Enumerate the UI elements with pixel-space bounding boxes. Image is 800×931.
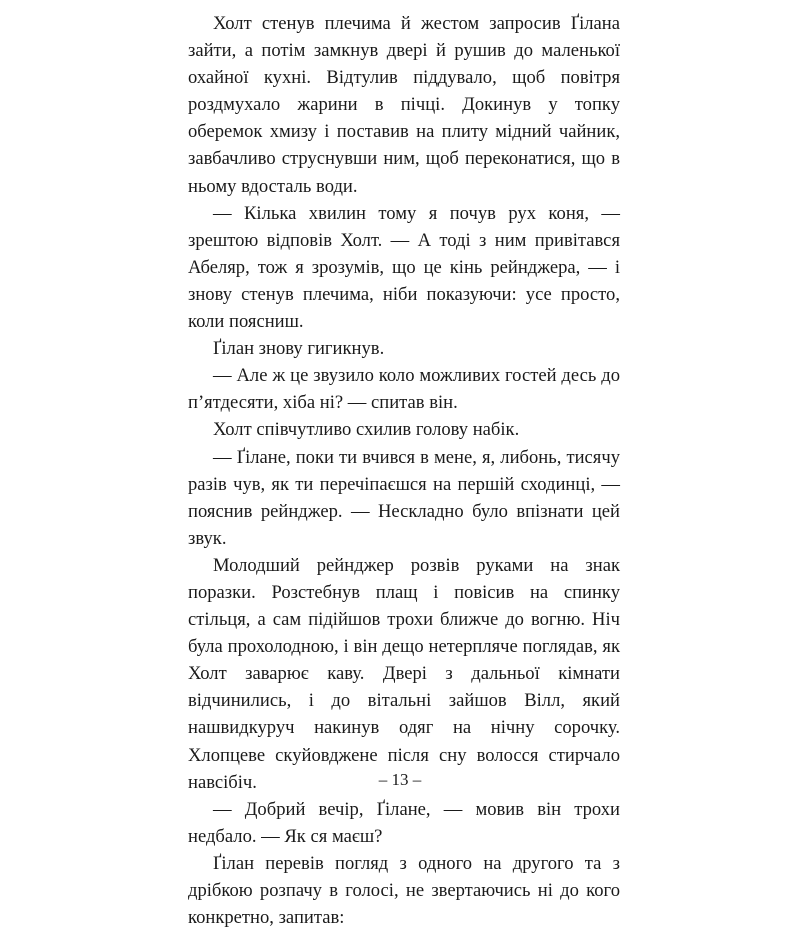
page-number: – 13 – xyxy=(378,770,422,789)
paragraph: — Але ж це звузило коло можливих гостей десь до п’ятдесяти, хіба ні? — спитав він. xyxy=(188,365,620,414)
paragraph: Ґілан перевів погляд з одного на другого та з дрібкою розпачу в голосі, не звертаючись ні до кого конкретно, запитав: xyxy=(188,852,620,929)
paragraph: — Ґілане, поки ти вчився в мене, я, либонь, тисячу разів чув, як ти перечіпаєшся на першій сходинці, — пояснив рейнджер. — Нескладно було впізнати цей звук. xyxy=(188,446,620,549)
book-page-text xyxy=(188,10,620,931)
paragraph: Молодший рейнджер розвів руками на знак поразки. Розстебнув плащ і повісив на спинку стільця, а сам підійшов трохи ближче до вогню. Ніч була прохолодною, і він дещо нетерпляче поглядав, як Холт заварює каву. Двері з дальньої кімнати відчинились, і до вітальні зайшов Вілл, який нашвидкуруч накинув одяг на нічну сорочку. Хлопцеве скуйовджене після сну волосся стирчало навсібіч. xyxy=(188,554,620,793)
paragraph: — Кілька хвилин тому я почув рух коня, — зрештою відповів Холт. — А тоді з ним привітався Абеляр, тож я зрозумів, що це кінь рейнджера, — і знову стенув плечима, ніби показуючи: усе просто, коли поясниш. xyxy=(188,202,620,333)
paragraph: Холт співчутливо схилив голову набік. xyxy=(213,419,520,441)
paragraph: — Добрий вечір, Ґілане, — мовив він трохи недбало. — Як ся маєш? xyxy=(188,798,620,847)
paragraph: Ґілан знову гигикнув. xyxy=(213,338,385,360)
paragraph: Холт стенув плечима й жестом запросив Ґілана зайти, а потім замкнув двері й рушив до маленької охайної кухні. Відтулив піддувало, щоб повітря роздмухало жарини в пічці. Докинув у топку оберемок хмизу і поставив на плиту мідний чайник, завбачливо струснувши ним, щоб переконатися, що в ньому вдосталь води. xyxy=(188,13,620,197)
